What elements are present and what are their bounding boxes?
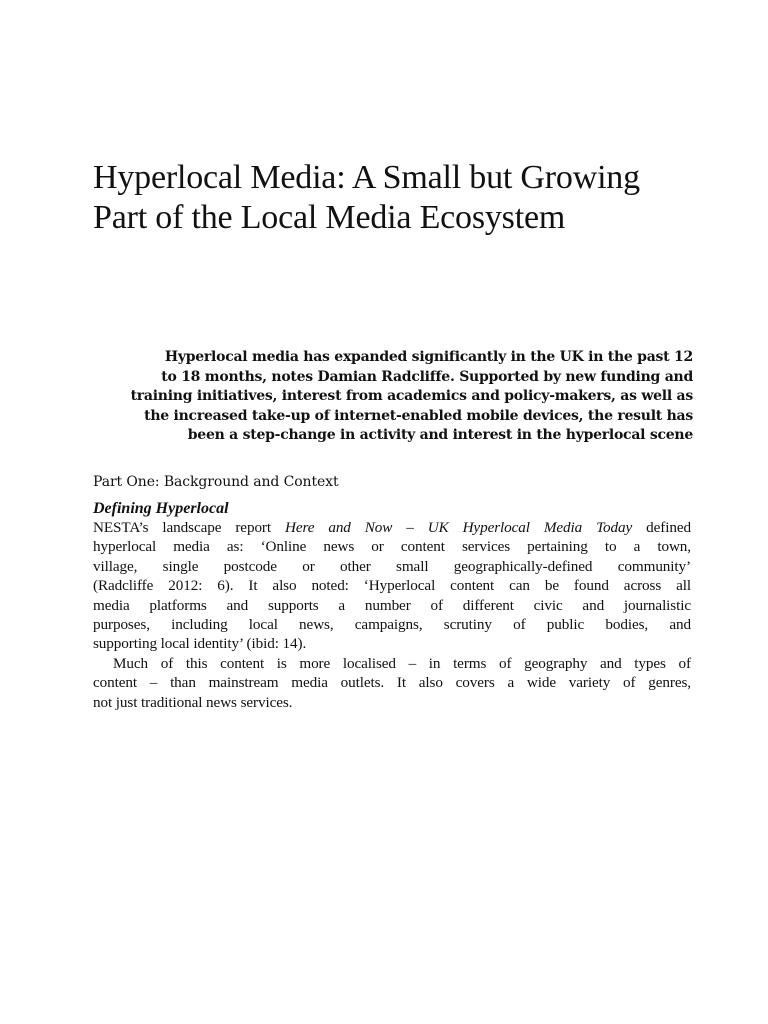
paragraph-line: supporting local identity’ (ibid: 14). — [93, 635, 307, 653]
article-body — [93, 518, 691, 712]
standfirst-line: to 18 months, notes Damian Radcliffe. Supported by new funding and — [161, 368, 693, 385]
section-heading: Part One: Background and Context — [93, 474, 339, 490]
standfirst-line: the increased take-up of internet-enabled mobile devices, the result has — [144, 407, 693, 424]
paragraph-text: NESTA’s landscape report — [93, 519, 285, 536]
article-title — [93, 158, 713, 238]
paragraph-line — [93, 518, 691, 537]
paragraph-line: media platforms and supports a number of different civic and journalistic — [93, 596, 691, 614]
paragraph-line: hyperlocal media as: ‘Online news or content services pertaining to a town, — [93, 538, 691, 556]
paragraph-line: content – than mainstream media outlets. It also covers a wide variety of genres, — [93, 674, 691, 692]
paragraph-text: defined — [632, 519, 691, 536]
subheading: Defining Hyperlocal — [93, 500, 229, 517]
paragraph-line: purposes, including local news, campaigns, scrutiny of public bodies, and — [93, 616, 691, 634]
paragraph-line: not just traditional news services. — [93, 693, 293, 711]
paragraph-line: village, single postcode or other small geographically-defined community’ — [93, 557, 691, 575]
standfirst-line: training initiatives, interest from academics and policy-makers, as well as — [130, 388, 693, 404]
article-title-line: Part of the Local Media Ecosystem — [93, 199, 566, 236]
article-standfirst — [110, 348, 693, 446]
paragraph-line: Much of this content is more localised – in terms of geography and types of — [113, 654, 691, 672]
article-title-line: Hyperlocal Media: A Small but Growing — [93, 159, 640, 196]
standfirst-line: been a step-change in activity and interest in the hyperlocal scene — [187, 427, 693, 443]
report-title: Here and Now – UK Hyperlocal Media Today — [284, 519, 633, 536]
paragraph-line: (Radcliffe 2012: 6). It also noted: ‘Hyperlocal content can be found across all — [93, 577, 691, 595]
standfirst-line: Hyperlocal media has expanded significantly in the UK in the past 12 — [164, 349, 693, 365]
